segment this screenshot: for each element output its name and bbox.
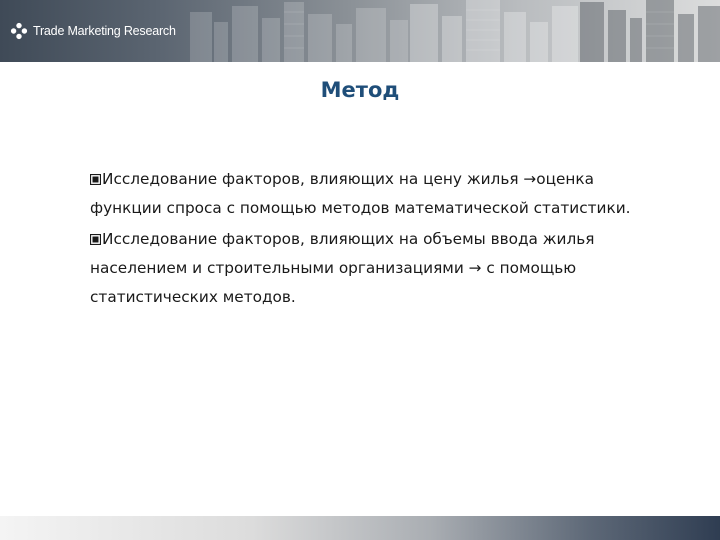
header-banner (0, 0, 720, 62)
bullet-text: оценка функции спроса с помощью методов математической статистики. (90, 170, 631, 217)
page-title (0, 78, 720, 102)
checkbox-bullet-icon (90, 174, 101, 185)
list-item (90, 165, 670, 223)
footer-bar (0, 516, 720, 540)
list-item (90, 225, 670, 312)
arrow-icon: → (468, 259, 482, 277)
logo-text: Trade Marketing Research (33, 24, 176, 38)
bullet-list (90, 165, 670, 314)
bullet-text: Исследование факторов, влияющих на объемы ввода жилья населением и строительными организациями (90, 230, 595, 277)
page-title-text: Метод (320, 78, 400, 102)
arrow-icon: → (523, 170, 537, 188)
logo (10, 20, 176, 42)
flower-logo-icon (10, 22, 28, 40)
bullet-text: с помощью статистических методов. (90, 259, 577, 306)
bullet-text: Исследование факторов, влияющих на цену жилья (102, 170, 524, 188)
checkbox-bullet-icon (90, 234, 101, 245)
